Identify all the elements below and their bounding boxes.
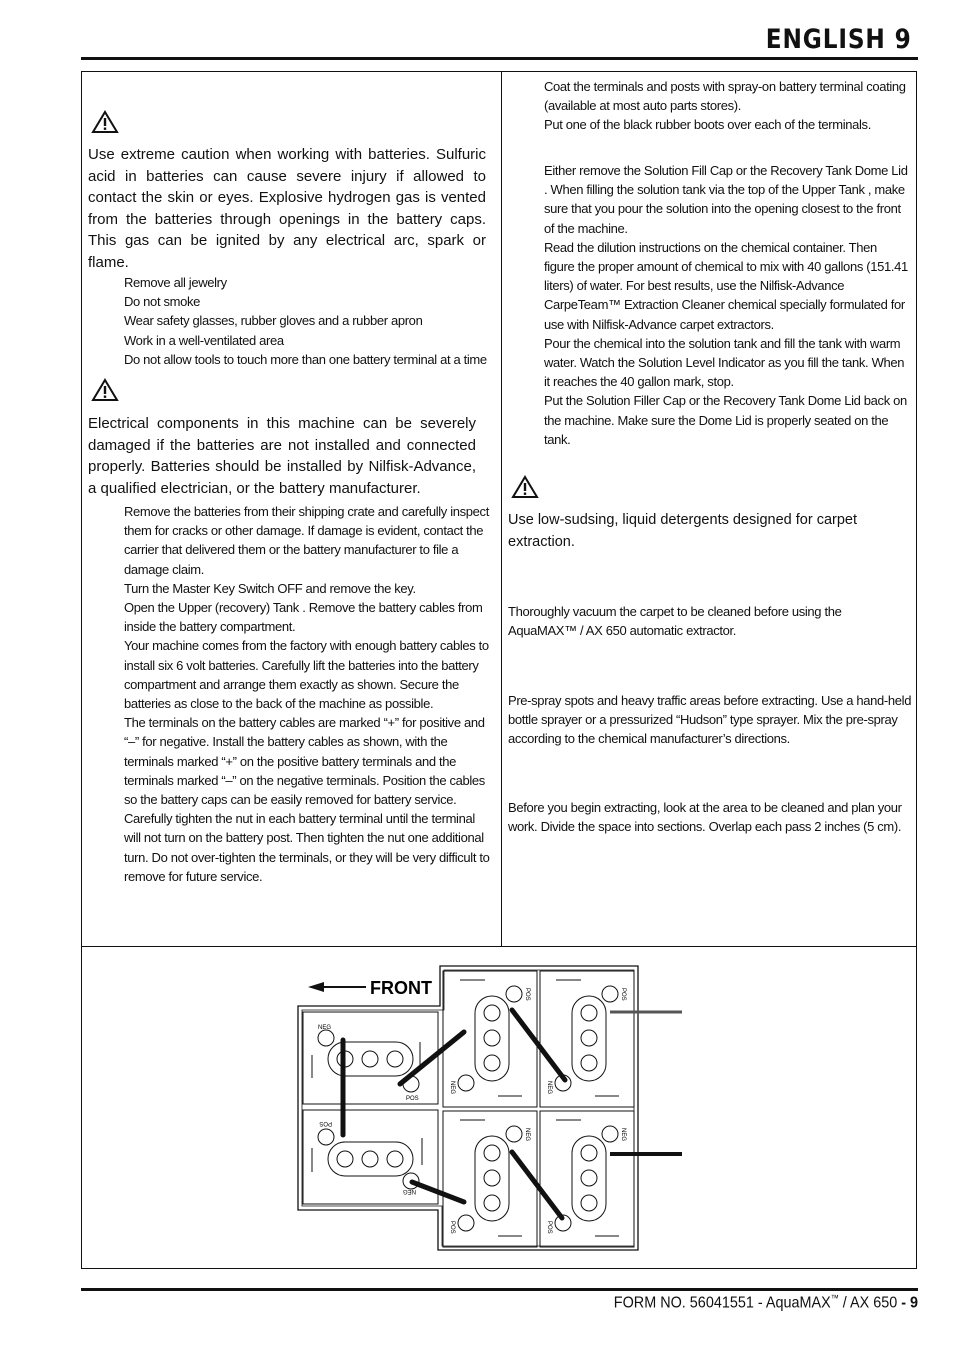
fill-solution-steps xyxy=(544,161,910,449)
vacuum-text: Thoroughly vacuum the carpet to be cleaned before using the AquaMAX™ / AX 650 automatic extractor. xyxy=(508,604,842,639)
step-text: Turn the Master Key Switch OFF and remove the key. xyxy=(124,580,416,596)
step-text: Read the dilution instructions on the chemical container. Then figure the proper amount of chemical to mix with 40 gallons (151.41 liters) of water. For best results, use the Nilfisk-Advance CarpeTeam™ Extraction Cleaner chemical specially formulated for use with Nilfisk-Advance carpet extractors. xyxy=(544,239,908,332)
model-name: / AX 650 xyxy=(838,1294,898,1312)
svg-text:NEG: NEG xyxy=(524,1128,530,1142)
step-text: The terminals on the battery cables are marked “+” for positive and “–” for negative. Install the battery cables as shown, with the terminals marked “+” on the positive battery terminals and the terminals marked “–” on the negative terminals. Position the cables so the battery caps can be easily removed for battery service. xyxy=(124,715,485,808)
electrical-warning-text: Electrical components in this machine can be severely damaged if the batteries are not installed and connected properly. Batteries should be installed by Nilfisk-Advance, a qualified electrician, or the battery manufacturer. xyxy=(88,415,476,497)
list-item: Wear safety glasses, rubber gloves and a rubber apron xyxy=(124,313,423,329)
svg-text:NEG: NEG xyxy=(449,1081,455,1095)
step-text: Open the Upper (recovery) Tank . Remove the battery cables from inside the battery compartment. xyxy=(124,600,483,635)
battery-install-steps xyxy=(124,502,492,886)
list-item: Work in a well-ventilated area xyxy=(124,332,284,348)
step-text: Either remove the Solution Fill Cap or the Recovery Tank Dome Lid . When filling the solution tank via the top of the Upper Tank , make sure that you pour the solution into the opening closest to the front of the machine. xyxy=(544,163,908,236)
svg-text:POS: POS xyxy=(620,988,626,1001)
battery-warning-text: Use extreme caution when working with batteries. Sulfuric acid in batteries can cause severe injury if allowed to contact the skin or eyes. Explosive hydrogen gas is vented from the batteries through openings in the battery caps. This gas can be ignited by any electrical arc, spark or flame. xyxy=(88,146,486,271)
battery-right-bottom xyxy=(540,1111,634,1247)
battery-middle-bottom xyxy=(443,1111,537,1247)
svg-text:POS: POS xyxy=(319,1120,332,1126)
battery-diagram xyxy=(290,960,690,1260)
svg-text:NEG: NEG xyxy=(318,1025,332,1031)
svg-text:NEG: NEG xyxy=(546,1081,552,1095)
page-title: ENGLISH 9 xyxy=(766,24,912,55)
form-number: FORM NO. 56041551 - AquaMAX xyxy=(613,1294,831,1312)
column-divider xyxy=(501,71,502,947)
list-item: Do not smoke xyxy=(124,294,201,310)
warning-triangle-icon xyxy=(91,378,119,402)
svg-text:NEG: NEG xyxy=(620,1128,626,1142)
step-text: Remove the batteries from their shipping crate and carefully inspect them for cracks or other damage. If damage is evident, contact the carrier that delivered them or the battery manufacturer to file a damage claim. xyxy=(124,504,489,577)
battery-cables xyxy=(343,1010,565,1218)
svg-text:POS: POS xyxy=(546,1221,552,1234)
page-footer xyxy=(614,1293,918,1312)
list-item: Remove all jewelry xyxy=(124,275,227,290)
warning-triangle-icon xyxy=(511,475,539,499)
svg-text:NEG: NEG xyxy=(402,1188,416,1194)
footer-rule xyxy=(81,1288,918,1291)
step-text: Carefully tighten the nut in each battery terminal until the terminal will not turn on the battery post. Then tighten the nut one additional turn. Do not over-tighten the terminals, or they will be very difficult to remove for future service. xyxy=(124,811,490,884)
step-text: Your machine comes from the factory with enough battery cables to install six 6 volt batteries. Carefully lift the batteries into the battery compartment and arrange them exactly as shown. Secure the batteries as close to the back of the machine as possible. xyxy=(124,638,489,712)
front-label: FRONT xyxy=(370,978,432,998)
coat-terminals-text xyxy=(544,77,910,135)
trademark: ™ xyxy=(830,1293,839,1303)
list-item: Do not allow tools to touch more than one battery terminal at a time xyxy=(124,351,487,367)
prespray-text: Pre-spray spots and heavy traffic areas before extracting. Use a hand-held bottle sprayer or a pressurized “Hudson” type sprayer. Mix the pre-spray according to the chemical manufacturer’s directions. xyxy=(508,693,912,747)
battery-left-top xyxy=(303,1012,438,1104)
svg-text:POS: POS xyxy=(449,1221,455,1234)
battery-right-top xyxy=(540,971,634,1107)
step-text: Coat the terminals and posts with spray-on battery terminal coating (available at most auto parts stores). xyxy=(544,79,906,114)
warning-triangle-icon xyxy=(91,110,119,134)
svg-text:POS: POS xyxy=(406,1096,419,1102)
battery-left-bottom xyxy=(303,1110,438,1204)
svg-text:POS: POS xyxy=(524,988,530,1001)
front-arrow xyxy=(308,978,432,998)
step-text: Put one of the black rubber boots over each of the terminals. xyxy=(544,117,871,133)
precautions-list xyxy=(124,273,496,369)
plan-work-text: Before you begin extracting, look at the area to be cleaned and plan your work. Divide the space into sections. Overlap each pass 2 inches (5 cm). xyxy=(508,800,902,835)
header-rule xyxy=(81,57,918,60)
step-text: Pour the chemical into the solution tank and fill the tank with warm water. Watch the Solution Level Indicator as you fill the tank. When it reaches the 40 gallon mark, stop. xyxy=(544,335,905,390)
detergent-caution-text: Use low-sudsing, liquid detergents designed for carpet extraction. xyxy=(508,512,858,550)
page-number: - 9 xyxy=(897,1294,918,1312)
step-text: Put the Solution Filler Cap or the Recovery Tank Dome Lid back on the machine. Make sure the Dome Lid is properly seated on the tank. xyxy=(544,393,907,447)
